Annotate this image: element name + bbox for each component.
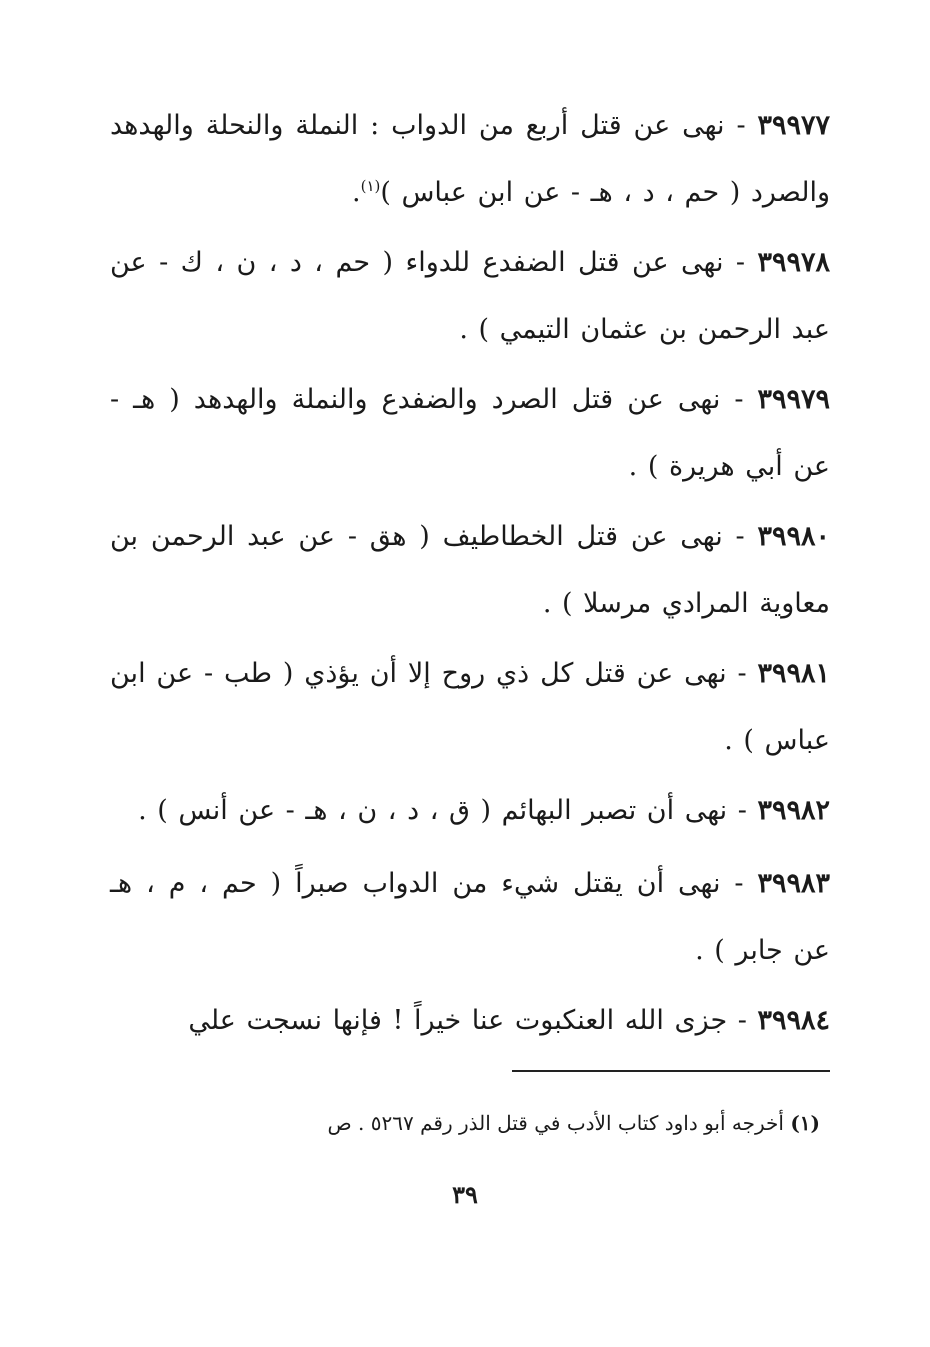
- page-number: ٣٩: [452, 1180, 478, 1209]
- entry-text: نهى أن تصبر البهائم ( ق ، د ، ن ، هـ - عن أنس ) .: [138, 795, 728, 826]
- entry-text: نهى عن قتل كل ذي روح إلا أن يؤذي ( طب - عن ابن عباس ) .: [110, 658, 830, 756]
- entry-separator: -: [726, 658, 758, 689]
- hadith-entry-39982: [110, 777, 830, 844]
- entry-separator: -: [720, 384, 758, 415]
- footnote: [180, 1108, 820, 1138]
- entry-number: ٣٩٩٨٢: [757, 795, 830, 826]
- entry-number: ٣٩٩٨٤: [757, 1005, 830, 1036]
- footnote-marker: (١): [790, 1111, 820, 1135]
- hadith-entry-39983: [110, 850, 830, 984]
- entry-end: .: [351, 177, 361, 208]
- entry-text: نهى أن يقتل شيء من الدواب صبراً ( حم ، م ، هـ عن جابر ) .: [110, 868, 830, 966]
- footnote-reference: (١): [360, 177, 381, 195]
- entry-separator: -: [727, 1005, 758, 1036]
- entry-separator: -: [720, 868, 758, 899]
- hadith-entry-39981: [110, 640, 830, 774]
- entry-text: نهى عن قتل الضفدع للدواء ( حم ، د ، ن ، ك - عن عبد الرحمن بن عثمان التيمي ) .: [110, 247, 830, 345]
- footnote-divider: [512, 1070, 830, 1072]
- entry-number: ٣٩٩٧٧: [757, 110, 830, 141]
- entry-separator: -: [722, 521, 758, 552]
- entry-number: ٣٩٩٨٠: [757, 521, 830, 552]
- entry-number: ٣٩٩٧٩: [757, 384, 830, 415]
- hadith-entry-39979: [110, 366, 830, 500]
- hadith-entry-39977: [110, 92, 830, 226]
- hadith-entry-39978: [110, 229, 830, 363]
- hadith-entry-39980: [110, 503, 830, 637]
- entry-separator: -: [727, 795, 758, 826]
- entry-text: نهى عن قتل الخطاطيف ( هق - عن عبد الرحمن بن معاوية المرادي مرسلا ) .: [110, 521, 830, 619]
- footnote-text: أخرجه أبو داود كتاب الأدب في قتل الذر رقم ٥٢٦٧ . ص: [327, 1111, 784, 1135]
- entry-number: ٣٩٩٨٣: [757, 868, 830, 899]
- entry-text: نهى عن قتل أربع من الدواب : النملة والنحلة والهدهد والصرد ( حم ، د ، هـ - عن ابن عباس ): [110, 110, 830, 208]
- hadith-entry-39984: [110, 987, 830, 1054]
- entry-text: نهى عن قتل الصرد والضفدع والنملة والهدهد ( هـ - عن أبي هريرة ) .: [110, 384, 830, 482]
- entry-separator: -: [724, 110, 758, 141]
- entry-text: جزى الله العنكبوت عنا خيراً ! فإنها نسجت علي: [188, 1005, 728, 1036]
- entry-number: ٣٩٩٧٨: [757, 247, 830, 278]
- entry-number: ٣٩٩٨١: [757, 658, 830, 689]
- main-text: [110, 92, 830, 1060]
- entry-separator: -: [723, 247, 758, 278]
